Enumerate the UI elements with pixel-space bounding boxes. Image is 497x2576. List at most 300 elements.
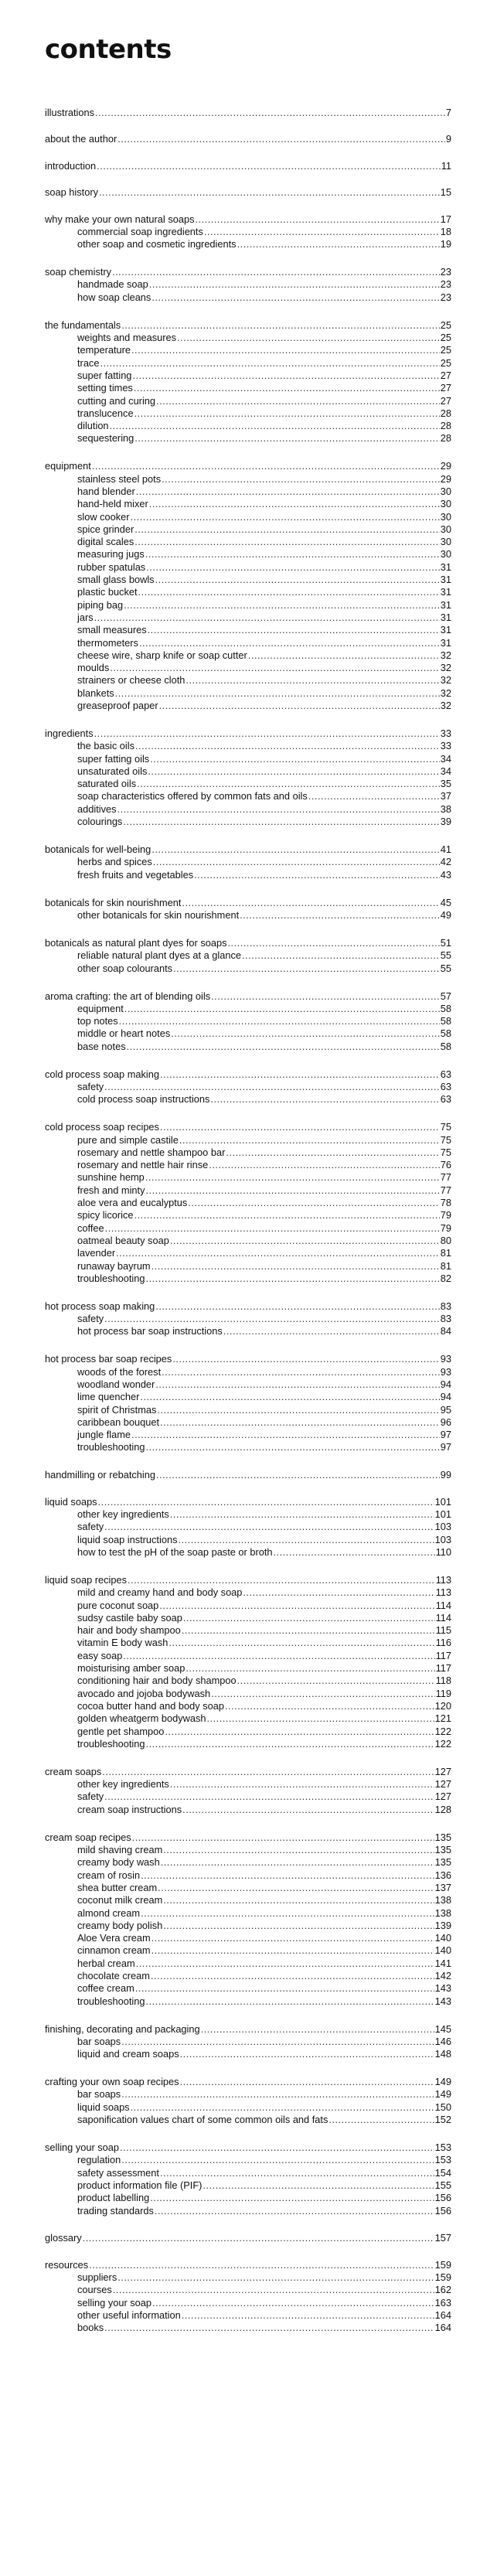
page-number: 159 — [434, 2271, 451, 2284]
toc-subentry[interactable] — [45, 420, 451, 432]
toc-subentry[interactable] — [45, 856, 451, 868]
toc-subentry[interactable] — [45, 548, 451, 561]
toc-subentry[interactable] — [45, 637, 451, 649]
page-number: 155 — [434, 2179, 451, 2191]
toc-subentry[interactable] — [45, 1995, 451, 2008]
toc-subentry[interactable] — [45, 1041, 451, 1053]
page-number: 30 — [440, 548, 451, 561]
dot-leader — [89, 2259, 434, 2271]
toc-subentry[interactable] — [45, 1235, 451, 1247]
table-of-contents — [45, 107, 451, 2349]
page-number: 152 — [434, 2114, 451, 2126]
toc-section — [45, 843, 451, 881]
toc-subentry[interactable] — [45, 586, 451, 598]
toc-subentry-title: cream soap instructions — [77, 1803, 182, 1815]
toc-subentry[interactable] — [45, 1932, 451, 1944]
dot-leader — [117, 2271, 434, 2284]
toc-subentry[interactable] — [45, 523, 451, 536]
toc-subentry[interactable] — [45, 1404, 451, 1416]
toc-subentry-title: cold process soap instructions — [77, 1093, 210, 1106]
dot-leader — [225, 1700, 434, 1712]
dot-leader — [151, 1260, 440, 1273]
toc-subentry[interactable] — [45, 1982, 451, 1995]
toc-subentry[interactable] — [45, 2322, 451, 2334]
toc-subentry[interactable] — [45, 1247, 451, 1259]
page-number: 9 — [445, 133, 451, 145]
toc-subentry[interactable] — [45, 1804, 451, 1816]
dot-leader — [182, 1804, 434, 1816]
toc-entry[interactable] — [45, 1766, 451, 1778]
toc-subentry-title: rosemary and nettle shampoo bar — [77, 1146, 226, 1158]
toc-entry-title: selling your soap — [45, 2142, 120, 2154]
toc-subentry[interactable] — [45, 1325, 451, 1337]
toc-subentry[interactable] — [45, 1662, 451, 1675]
toc-subentry-title: other botanicals for skin nourishment — [77, 908, 240, 921]
toc-subentry[interactable] — [45, 2284, 451, 2296]
dot-leader — [151, 1944, 434, 1957]
dot-leader — [162, 473, 440, 486]
toc-subentry[interactable] — [45, 498, 451, 510]
toc-subentry-title: equipment — [77, 1002, 124, 1014]
dot-leader — [120, 2142, 434, 2154]
toc-subentry[interactable] — [45, 2167, 451, 2179]
toc-subentry[interactable] — [45, 278, 451, 291]
toc-subentry[interactable] — [45, 1970, 451, 1982]
page-number: 140 — [434, 1944, 451, 1957]
toc-entry[interactable] — [45, 319, 451, 332]
dot-leader — [119, 1015, 440, 1027]
toc-subentry[interactable] — [45, 1882, 451, 1894]
toc-subentry[interactable] — [45, 1184, 451, 1197]
dot-leader — [150, 2192, 434, 2204]
toc-subentry[interactable] — [45, 1534, 451, 1546]
toc-subentry-title: caribbean bouquet — [77, 1416, 160, 1428]
page-number: 153 — [434, 2154, 451, 2166]
toc-subentry[interactable] — [45, 1416, 451, 1429]
toc-entry[interactable] — [45, 160, 451, 172]
toc-subentry[interactable] — [45, 357, 451, 370]
toc-subentry[interactable] — [45, 963, 451, 975]
toc-entry[interactable] — [45, 2259, 451, 2271]
page-number: 145 — [434, 2022, 451, 2035]
page-number: 162 — [434, 2284, 451, 2296]
toc-entry[interactable] — [45, 1353, 451, 1365]
toc-subentry-title: cutting and curing — [77, 394, 156, 407]
toc-subentry-title: other key ingredients — [77, 1778, 169, 1791]
toc-subentry[interactable] — [45, 1675, 451, 1687]
dot-leader — [121, 2036, 434, 2048]
toc-entry-title: botanicals for well-being — [45, 843, 151, 856]
dot-leader — [134, 536, 440, 548]
toc-subentry[interactable] — [45, 1209, 451, 1222]
toc-subentry[interactable] — [45, 344, 451, 356]
toc-subentry[interactable] — [45, 561, 451, 574]
toc-subentry-title: measuring jugs — [77, 548, 145, 561]
toc-subentry[interactable] — [45, 1726, 451, 1738]
toc-entry[interactable] — [45, 1574, 451, 1586]
toc-subentry[interactable] — [45, 370, 451, 382]
page-number: 55 — [440, 962, 451, 974]
dot-leader — [135, 740, 440, 752]
page-number: 136 — [434, 1869, 451, 1881]
toc-entry[interactable] — [45, 727, 451, 740]
dot-leader — [115, 687, 440, 700]
dot-leader — [151, 1932, 434, 1944]
toc-subentry[interactable] — [45, 1778, 451, 1791]
toc-subentry[interactable] — [45, 753, 451, 765]
toc-subentry[interactable] — [45, 1738, 451, 1750]
toc-entry[interactable] — [45, 266, 451, 278]
toc-entry[interactable] — [45, 460, 451, 472]
page-number: 128 — [434, 1803, 451, 1815]
toc-entry[interactable] — [45, 990, 451, 1003]
toc-subentry[interactable] — [45, 1003, 451, 1015]
toc-subentry[interactable] — [45, 1688, 451, 1700]
toc-subentry[interactable] — [45, 2179, 451, 2192]
toc-entry[interactable] — [45, 897, 451, 909]
toc-subentry[interactable] — [45, 778, 451, 790]
page-number: 31 — [440, 624, 451, 636]
toc-subentry[interactable] — [45, 1844, 451, 1856]
toc-subentry-title: moulds — [77, 662, 110, 674]
page-number: 34 — [440, 752, 451, 765]
toc-subentry[interactable] — [45, 2309, 451, 2322]
page-number: 157 — [434, 2232, 451, 2244]
dot-leader — [274, 1546, 435, 1559]
page-number: 33 — [440, 727, 451, 739]
page-number: 76 — [440, 1159, 451, 1171]
dot-leader — [162, 1366, 440, 1378]
toc-subentry[interactable] — [45, 949, 451, 962]
toc-entry[interactable] — [45, 843, 451, 856]
dot-leader — [155, 574, 440, 586]
toc-subentry-title: oatmeal beauty soap — [77, 1234, 169, 1246]
toc-subentry[interactable] — [45, 1791, 451, 1803]
page-number: 30 — [440, 498, 451, 510]
toc-entry[interactable] — [45, 1121, 451, 1133]
toc-subentry[interactable] — [45, 1027, 451, 1040]
page-number: 138 — [434, 1894, 451, 1906]
page-number: 30 — [440, 523, 451, 535]
toc-subentry[interactable] — [45, 869, 451, 881]
toc-subentry-title: courses — [77, 2284, 112, 2296]
toc-subentry[interactable] — [45, 2192, 451, 2204]
toc-entry[interactable] — [45, 213, 451, 226]
toc-entry[interactable] — [45, 937, 451, 949]
dot-leader — [146, 1441, 440, 1453]
toc-subentry-title: how to test the pH of the soap paste or broth — [77, 1546, 273, 1559]
page-number: 30 — [440, 536, 451, 548]
page-number: 25 — [440, 319, 451, 331]
toc-subentry[interactable] — [45, 473, 451, 486]
dot-leader — [117, 803, 440, 816]
toc-subentry-title: greaseproof paper — [77, 700, 158, 712]
toc-subentry[interactable] — [45, 1869, 451, 1882]
toc-subentry[interactable] — [45, 2114, 451, 2126]
page-number: 80 — [440, 1234, 451, 1246]
toc-entry-title: liquid soaps — [45, 1495, 97, 1508]
toc-subentry[interactable] — [45, 511, 451, 523]
toc-subentry[interactable] — [45, 2036, 451, 2048]
toc-subentry-title: saponification values chart of some common oils and fats — [77, 2114, 328, 2126]
toc-subentry-title: hand blender — [77, 485, 135, 497]
toc-entry-title: about the author — [45, 133, 117, 145]
dot-leader — [104, 1791, 434, 1803]
dot-leader — [149, 278, 440, 291]
toc-subentry[interactable] — [45, 332, 451, 344]
page-number: 63 — [440, 1093, 451, 1106]
page-number: 114 — [435, 1611, 451, 1624]
dot-leader — [97, 160, 441, 172]
toc-subentry[interactable] — [45, 226, 451, 238]
dot-leader — [180, 2048, 434, 2060]
toc-subentry-title: small glass bowls — [77, 574, 155, 586]
dot-leader — [145, 548, 440, 561]
toc-subentry[interactable] — [45, 1378, 451, 1391]
page-number: 27 — [440, 369, 451, 381]
toc-subentry-title: rosemary and nettle hair rinse — [77, 1159, 209, 1171]
toc-subentry[interactable] — [45, 803, 451, 816]
toc-subentry[interactable] — [45, 536, 451, 548]
toc-subentry[interactable] — [45, 816, 451, 828]
toc-subentry[interactable] — [45, 2154, 451, 2166]
toc-subentry[interactable] — [45, 1958, 451, 1970]
toc-entry-title: cream soaps — [45, 1765, 102, 1777]
toc-subentry[interactable] — [45, 1907, 451, 1920]
page-number: 28 — [440, 432, 451, 445]
toc-subentry[interactable] — [45, 1944, 451, 1957]
toc-subentry[interactable] — [45, 1600, 451, 1612]
toc-subentry[interactable] — [45, 1637, 451, 1649]
toc-subentry-title: coffee — [77, 1222, 104, 1234]
toc-subentry[interactable] — [45, 1624, 451, 1637]
toc-entry-title: resources — [45, 2258, 89, 2271]
toc-subentry[interactable] — [45, 687, 451, 700]
toc-subentry-title: cream of rosin — [77, 1869, 141, 1881]
page-number: 143 — [434, 1982, 451, 1995]
toc-subentry[interactable] — [45, 599, 451, 612]
toc-subentry[interactable] — [45, 1313, 451, 1325]
toc-subentry[interactable] — [45, 1700, 451, 1712]
dot-leader — [223, 1325, 440, 1337]
toc-subentry-title: gentle pet shampoo — [77, 1725, 165, 1737]
toc-subentry[interactable] — [45, 1429, 451, 1441]
toc-subentry[interactable] — [45, 1920, 451, 1932]
toc-subentry[interactable] — [45, 1612, 451, 1624]
toc-subentry-title: coffee cream — [77, 1982, 134, 1995]
toc-entry-title: the fundamentals — [45, 319, 121, 331]
dot-leader — [132, 1831, 434, 1844]
page-number: 164 — [434, 2322, 451, 2334]
dot-leader — [165, 1726, 434, 1738]
toc-subentry[interactable] — [45, 407, 451, 420]
toc-entry[interactable] — [45, 2076, 451, 2088]
dot-leader — [127, 1041, 440, 1053]
page-number: 79 — [440, 1209, 451, 1222]
toc-entry[interactable] — [45, 1300, 451, 1313]
dot-leader — [155, 1378, 439, 1391]
toc-entry[interactable] — [45, 107, 451, 119]
toc-subentry[interactable] — [45, 790, 451, 802]
toc-subentry[interactable] — [45, 1147, 451, 1159]
toc-subentry[interactable] — [45, 1894, 451, 1906]
toc-section — [45, 160, 451, 172]
page-number: 146 — [434, 2035, 451, 2047]
page-number: 99 — [440, 1469, 451, 1481]
toc-subentry-title: spirit of Christmas — [77, 1403, 157, 1416]
dot-leader — [242, 949, 440, 962]
dot-leader — [173, 963, 440, 975]
toc-subentry-title: lime quencher — [77, 1391, 140, 1403]
toc-subentry[interactable] — [45, 2297, 451, 2309]
page-number: 81 — [440, 1247, 451, 1259]
toc-subentry[interactable] — [45, 1366, 451, 1378]
toc-subentry[interactable] — [45, 1391, 451, 1403]
toc-subentry[interactable] — [45, 674, 451, 687]
dot-leader — [153, 856, 440, 868]
dot-leader — [121, 319, 440, 332]
toc-subentry[interactable] — [45, 1650, 451, 1662]
toc-subentry[interactable] — [45, 1273, 451, 1285]
toc-subentry-title: stainless steel pots — [77, 472, 162, 485]
toc-subentry[interactable] — [45, 2048, 451, 2060]
page-number: 117 — [435, 1662, 451, 1675]
page-number: 77 — [440, 1171, 451, 1184]
toc-subentry-title: chocolate cream — [77, 1969, 150, 1981]
toc-subentry-title: other key ingredients — [77, 1508, 169, 1521]
dot-leader — [132, 370, 439, 382]
toc-entry[interactable] — [45, 186, 451, 199]
toc-subentry-title: colourings — [77, 816, 123, 828]
toc-subentry-title: conditioning hair and body shampoo — [77, 1675, 237, 1687]
toc-subentry-title: lavender — [77, 1247, 116, 1259]
toc-subentry[interactable] — [45, 238, 451, 250]
toc-entry[interactable] — [45, 1068, 451, 1081]
toc-subentry[interactable] — [45, 291, 451, 304]
toc-subentry[interactable] — [45, 1586, 451, 1599]
toc-subentry[interactable] — [45, 486, 451, 498]
toc-subentry[interactable] — [45, 1712, 451, 1725]
toc-subentry-title: woodland wonder — [77, 1378, 155, 1390]
toc-subentry[interactable] — [45, 612, 451, 624]
toc-subentry[interactable] — [45, 909, 451, 922]
dot-leader — [124, 599, 440, 612]
dot-leader — [134, 432, 439, 445]
page-number: 149 — [434, 2076, 451, 2088]
page-number: 135 — [434, 1844, 451, 1856]
toc-subentry[interactable] — [45, 1197, 451, 1209]
page-number: 114 — [435, 1599, 451, 1611]
dot-leader — [160, 1121, 440, 1133]
toc-subentry[interactable] — [45, 1521, 451, 1533]
toc-subentry[interactable] — [45, 1441, 451, 1453]
toc-entry[interactable] — [45, 2142, 451, 2154]
dot-leader — [227, 937, 439, 949]
toc-subentry-title: soap characteristics offered by common fats and oils — [77, 790, 308, 802]
dot-leader — [156, 395, 440, 407]
page-number: 31 — [440, 636, 451, 649]
page-number: 154 — [434, 2166, 451, 2179]
toc-entry-title: botanicals as natural plant dyes for soaps — [45, 936, 227, 949]
toc-subentry[interactable] — [45, 740, 451, 752]
page-number: 32 — [440, 700, 451, 712]
toc-subentry[interactable] — [45, 1171, 451, 1184]
dot-leader — [169, 1637, 434, 1649]
toc-subentry[interactable] — [45, 1856, 451, 1869]
dot-leader — [135, 1982, 434, 1995]
dot-leader — [134, 382, 440, 394]
toc-entry-title: introduction — [45, 159, 97, 172]
dot-leader — [112, 266, 440, 278]
toc-entry[interactable] — [45, 133, 451, 145]
dot-leader — [100, 357, 439, 370]
toc-subentry[interactable] — [45, 649, 451, 662]
toc-subentry[interactable] — [45, 1134, 451, 1147]
toc-subentry[interactable] — [45, 382, 451, 394]
page-number: 58 — [440, 1027, 451, 1040]
dot-leader — [182, 1624, 435, 1637]
page-number: 113 — [435, 1586, 451, 1599]
toc-subentry-title: other soap and cosmetic ingredients — [77, 238, 237, 250]
toc-subentry-title: shea butter cream — [77, 1881, 158, 1893]
toc-subentry[interactable] — [45, 395, 451, 407]
toc-subentry[interactable] — [45, 1015, 451, 1027]
toc-subentry[interactable] — [45, 574, 451, 586]
toc-subentry[interactable] — [45, 624, 451, 636]
toc-subentry-title: jars — [77, 611, 94, 623]
toc-subentry[interactable] — [45, 1093, 451, 1106]
toc-subentry[interactable] — [45, 2271, 451, 2284]
toc-subentry[interactable] — [45, 2101, 451, 2114]
toc-entry[interactable] — [45, 1831, 451, 1844]
page-number: 23 — [440, 278, 451, 291]
toc-subentry[interactable] — [45, 1222, 451, 1235]
page-number: 51 — [440, 936, 451, 949]
toc-subentry[interactable] — [45, 432, 451, 445]
dot-leader — [151, 291, 439, 304]
page-number: 83 — [440, 1313, 451, 1325]
page-number: 103 — [434, 1521, 451, 1533]
toc-subentry[interactable] — [45, 662, 451, 674]
toc-subentry[interactable] — [45, 2088, 451, 2101]
toc-subentry-title: hot process bar soap instructions — [77, 1325, 223, 1337]
toc-entry[interactable] — [45, 2023, 451, 2036]
toc-subentry[interactable] — [45, 765, 451, 778]
toc-entry-title: glossary — [45, 2232, 82, 2244]
dot-leader — [139, 637, 440, 649]
toc-section — [45, 319, 451, 445]
toc-subentry[interactable] — [45, 1081, 451, 1093]
page-number: 42 — [440, 856, 451, 868]
dot-leader — [210, 1093, 439, 1106]
toc-subentry[interactable] — [45, 1159, 451, 1171]
dot-leader — [159, 700, 440, 712]
toc-subentry[interactable] — [45, 2205, 451, 2217]
toc-entry[interactable] — [45, 2232, 451, 2244]
toc-subentry[interactable] — [45, 1508, 451, 1521]
dot-leader — [110, 420, 440, 432]
page-number: 156 — [434, 2204, 451, 2217]
dot-leader — [178, 1534, 434, 1546]
toc-entry[interactable] — [45, 1496, 451, 1508]
page-number: 94 — [440, 1378, 451, 1390]
dot-leader — [140, 1391, 439, 1403]
toc-subentry[interactable] — [45, 700, 451, 712]
toc-subentry[interactable] — [45, 1546, 451, 1559]
toc-subentry[interactable] — [45, 1260, 451, 1273]
dot-leader — [134, 1209, 440, 1222]
toc-entry[interactable] — [45, 1469, 451, 1481]
